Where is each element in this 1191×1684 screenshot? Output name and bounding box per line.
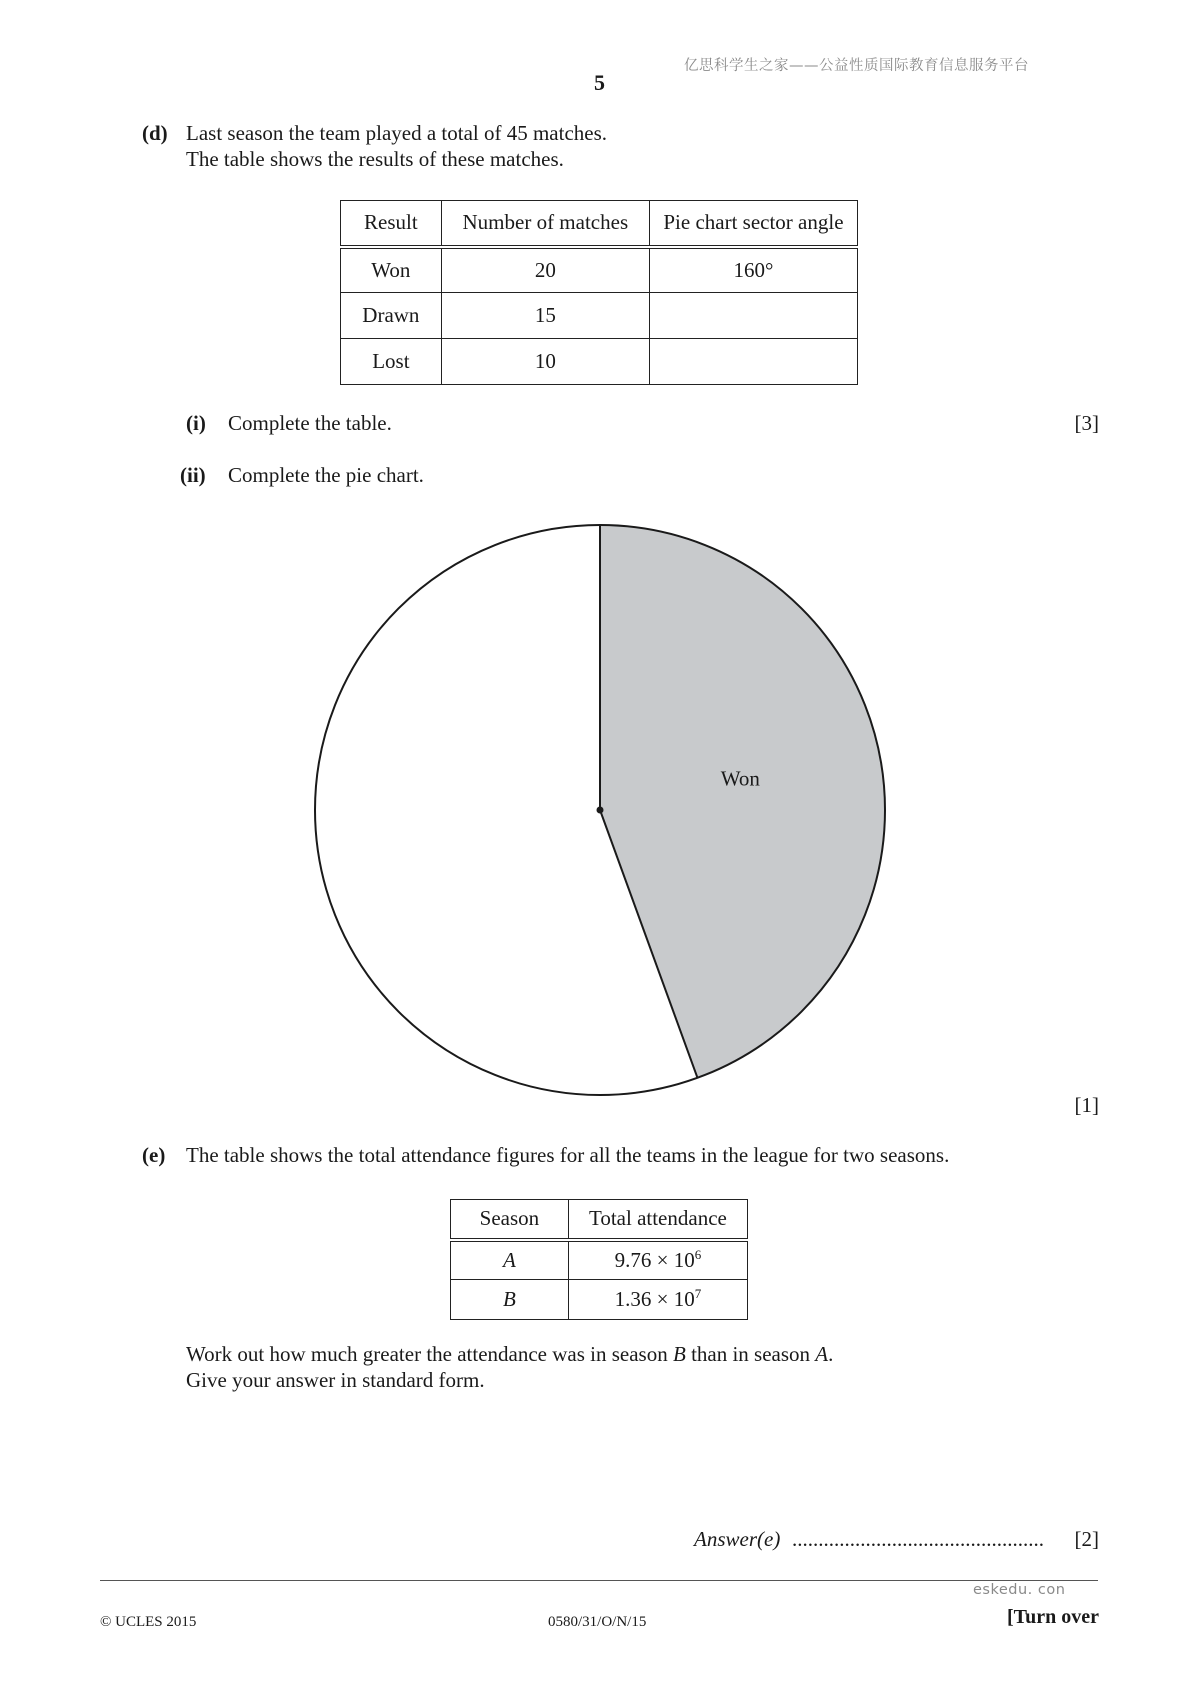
cell-matches: 15	[441, 293, 649, 339]
footer-divider	[100, 1580, 1098, 1581]
pie-chart[interactable]	[300, 510, 900, 1110]
part-e-marks: [2]	[1074, 1527, 1099, 1551]
cell-matches: 20	[441, 247, 649, 293]
results-header-angle: Pie chart sector angle	[649, 201, 857, 247]
part-e-intro: The table shows the total attendance figures for all the teams in the league for two seasons.	[186, 1143, 950, 1167]
pie-center-dot	[597, 807, 604, 814]
attendance-exponent: 7	[694, 1286, 702, 1301]
cell-matches: 10	[441, 339, 649, 385]
attendance-mantissa: 1.36 × 10	[614, 1287, 695, 1311]
part-d-label: (d)	[142, 121, 168, 145]
season-cell: B	[502, 1287, 516, 1311]
season-cell: A	[502, 1247, 516, 1272]
attendance-table	[450, 1199, 748, 1320]
question-text: Work out how much greater the attendance was in season	[186, 1342, 668, 1366]
attendance-exponent: 6	[694, 1246, 702, 1262]
season-b-var: B	[672, 1342, 686, 1366]
copyright: © UCLES 2015	[100, 1614, 197, 1630]
table-row	[451, 1240, 748, 1280]
answer-label: Answer(e)	[694, 1527, 781, 1551]
sub-i-marks: [3]	[1074, 411, 1099, 435]
results-header-result: Result	[341, 201, 442, 247]
attendance-header-season: Season	[451, 1200, 569, 1240]
table-row	[341, 247, 858, 293]
season-a-var: A	[815, 1342, 829, 1366]
question-text: .	[828, 1342, 834, 1366]
table-row	[341, 293, 858, 339]
sub-ii-text: Complete the pie chart.	[228, 463, 424, 487]
question-text: than in season	[691, 1342, 811, 1366]
cell-result: Drawn	[341, 293, 442, 339]
paper-code: 0580/31/O/N/15	[548, 1614, 647, 1630]
part-e-label: (e)	[142, 1143, 166, 1167]
table-row	[451, 1280, 748, 1320]
cell-angle-blank[interactable]	[649, 293, 857, 339]
cell-result: Lost	[341, 339, 442, 385]
sub-ii-marks: [1]	[1074, 1093, 1099, 1117]
pie-label-won: Won	[720, 766, 760, 791]
part-d-line2: The table shows the results of these matches.	[186, 147, 564, 171]
turn-over: [Turn over	[1006, 1606, 1099, 1628]
part-e-line2: Give your answer in standard form.	[186, 1368, 485, 1392]
results-header-matches: Number of matches	[441, 201, 649, 247]
attendance-header-total: Total attendance	[568, 1200, 747, 1240]
footer-watermark: eskedu. con	[973, 1582, 1066, 1598]
sub-ii-label: (ii)	[180, 463, 206, 487]
page-number: 5	[594, 70, 605, 95]
results-table	[340, 200, 858, 385]
cell-angle-blank[interactable]	[649, 339, 857, 385]
cell-angle: 160°	[649, 247, 857, 293]
sub-i-label: (i)	[186, 411, 206, 435]
part-e-question	[186, 1342, 833, 1367]
sub-i-text: Complete the table.	[228, 411, 392, 435]
header-watermark: 亿思科学生之家——公益性质国际教育信息服务平台	[684, 58, 1029, 74]
part-d-line1: Last season the team played a total of 45 matches.	[186, 121, 608, 145]
cell-result: Won	[341, 247, 442, 293]
table-row	[341, 339, 858, 385]
answer-line[interactable]: ................................................	[792, 1527, 1044, 1551]
attendance-mantissa: 9.76 × 10	[614, 1247, 695, 1272]
